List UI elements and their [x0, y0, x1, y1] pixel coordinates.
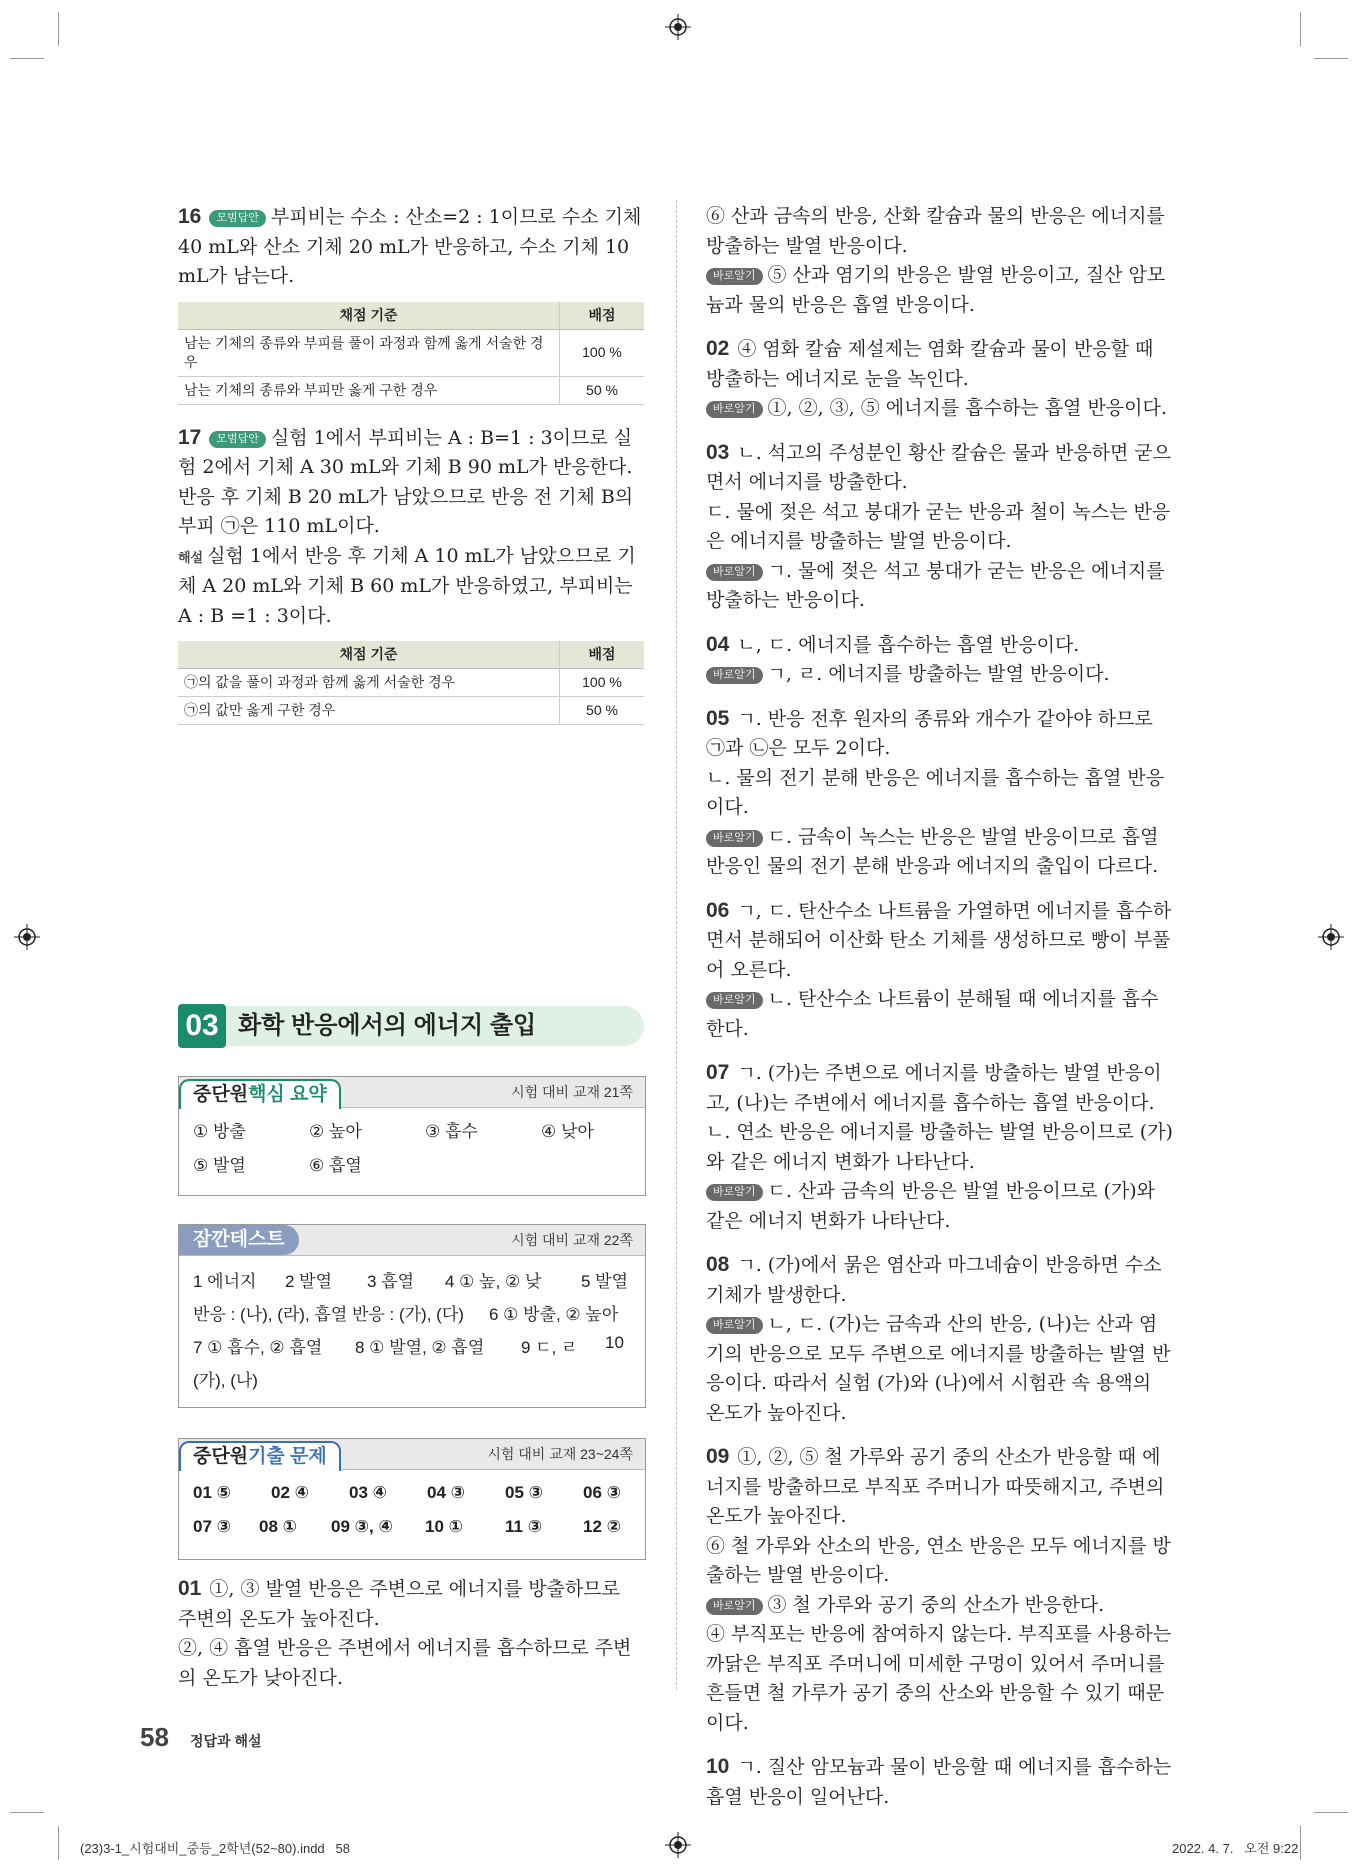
- answer-07: [706, 1058, 1174, 1236]
- exam-answers: [193, 1483, 633, 1549]
- answer-04: [706, 630, 1174, 690]
- answer-text: 실험 1에서 부피비는 A : B=1 : 3이므로 실험 2에서 기체 A 30 mL와 기체 B 90 mL가 반응한다. 반응 후 기체 B 20 mL가 남았으므로 반응 전 기체 B의 부피 ㉠은 110 mL이다.: [178, 426, 634, 537]
- answer-text: ①, ②, ⑤ 철 가루와 공기 중의 산소가 반응할 때 에너지를 방출하므로 부직포 주머니가 따뜻해지고, 주변의 온도가 높아진다.: [706, 1446, 1165, 1527]
- correct-tag: 바로알기: [706, 667, 763, 684]
- answer-text: 부피비는 수소 : 산소=2 : 1이므로 수소 기체 40 mL와 산소 기체 20 mL가 반응하고, 수소 기체 10 mL가 남는다.: [178, 206, 642, 287]
- explain-text: 실험 1에서 반응 후 기체 A 10 mL가 남았으므로 기체 A 20 mL와 기체 B 60 mL가 반응하였고, 부피비는 A : B =1 : 3이다.: [178, 544, 636, 627]
- crop-mark: [58, 1826, 59, 1860]
- correct-text: ㄱ. 물에 젖은 석고 붕대가 굳는 반응은 에너지를 방출하는 반응이다.: [706, 559, 1165, 611]
- test-answer: 반응 : (나), (라), 흡열 반응 : (가), (다): [193, 1305, 464, 1324]
- exam-answer: 06 ③: [583, 1483, 622, 1502]
- right-column: [706, 202, 1174, 1826]
- table-row: [178, 669, 644, 697]
- exam-answer: 09 ③, ④: [331, 1517, 393, 1536]
- answer-text: ④ 염화 칼슘 제설제는 염화 칼슘과 물이 반응할 때 방출하는 에너지로 눈을 녹인다.: [706, 338, 1154, 390]
- answer-text: ㄱ. (가)에서 묽은 염산과 마그네슘이 반응하면 수소 기체가 발생한다.: [706, 1254, 1162, 1306]
- tab-label: 핵심 요약: [248, 1084, 327, 1105]
- correct-tag: 바로알기: [706, 268, 763, 285]
- question-number: 10: [706, 1755, 730, 1778]
- crop-mark: [1300, 12, 1301, 46]
- answer-09: [706, 1442, 1174, 1738]
- exam-answer: 01 ⑤: [193, 1483, 232, 1502]
- correct-tag: 바로알기: [706, 1598, 763, 1615]
- test-answer: 10: [605, 1333, 624, 1352]
- answer-text: ㄱ. 질산 암모늄과 물이 반응할 때 에너지를 흡수하는 흡열 반응이 일어난다.: [706, 1756, 1172, 1808]
- question-number: 08: [706, 1253, 730, 1276]
- table-header: 배점: [560, 641, 645, 669]
- registration-mark-icon: [665, 14, 691, 40]
- box-reference: 시험 대비 교재 21쪽: [511, 1084, 633, 1100]
- box-tab: [179, 1079, 341, 1109]
- box-header: [179, 1225, 645, 1256]
- table-row: [178, 329, 644, 376]
- answer-text: ㄴ, ㄷ. 에너지를 흡수하는 흡열 반응이다.: [737, 633, 1080, 656]
- table-cell: ㉠의 값을 풀이 과정과 함께 옳게 서술한 경우: [178, 669, 560, 697]
- table-header: 배점: [560, 302, 645, 330]
- question-number: 17: [178, 425, 202, 449]
- crop-mark: [10, 1812, 44, 1813]
- answer-text: ⑥ 철 가루와 산소의 반응, 연소 반응은 모두 에너지를 방출하는 발열 반응이다.: [706, 1534, 1171, 1586]
- question-number: 09: [706, 1445, 730, 1468]
- summary-item: ② 높아: [309, 1122, 362, 1141]
- correct-tag: 바로알기: [706, 564, 763, 581]
- test-answer: 3 흡열: [367, 1272, 415, 1291]
- summary-item: ⑥ 흡열: [309, 1156, 362, 1175]
- quick-test-box: [178, 1224, 646, 1408]
- tab-label: 중단원: [193, 1446, 249, 1467]
- correct-text: ㄴ, ㄷ. (가)는 금속과 산의 반응, (나)는 산과 염기의 반응으로 모두 주변으로 에너지를 방출하는 발열 반응이다. 따라서 실험 (가)와 (나)에서 시험관 속 용액의 온도가 높아진다.: [706, 1313, 1171, 1424]
- table-cell: ㉠의 값만 옳게 구한 경우: [178, 697, 560, 725]
- crop-mark: [10, 58, 44, 59]
- left-column-bottom: [178, 1574, 644, 1707]
- box-header: [179, 1439, 645, 1470]
- correct-text: ③ 철 가루와 공기 중의 산소가 반응한다.: [767, 1593, 1105, 1616]
- correct-text: ㄴ. 탄산수소 나트륨이 분해될 때 에너지를 흡수한다.: [706, 988, 1159, 1040]
- table-cell: 100 %: [560, 329, 645, 376]
- box-reference: 시험 대비 교재 23~24쪽: [487, 1446, 633, 1462]
- answer-08: [706, 1250, 1174, 1428]
- test-answer: 4 ① 높, ② 낮: [445, 1272, 542, 1291]
- box-reference: 시험 대비 교재 22쪽: [511, 1232, 633, 1248]
- answer-continued: [706, 202, 1174, 320]
- column-divider: [676, 200, 677, 1690]
- question-number: 16: [178, 205, 202, 228]
- crop-mark: [1314, 58, 1348, 59]
- test-answer: (가), (나): [193, 1371, 258, 1390]
- table-cell: 남는 기체의 종류와 부피를 풀이 과정과 함께 옳게 서술한 경우: [178, 329, 560, 376]
- question-number: 07: [706, 1061, 730, 1084]
- model-answer-tag: 모범답안: [209, 431, 266, 448]
- question-number: 05: [706, 706, 730, 730]
- answer-text: ㄱ. 반응 전후 원자의 종류와 개수가 같아야 하므로 ㉠과 ㉡은 모두 2이다.: [706, 707, 1153, 759]
- answer-text: ㄴ. 석고의 주성분인 황산 칼슘은 물과 반응하면 굳으면서 에너지를 방출한다.: [706, 441, 1172, 493]
- tab-label: 테스트: [229, 1229, 285, 1250]
- test-answer: 9 ㄷ, ㄹ: [521, 1338, 578, 1357]
- answer-text: ①, ③ 발열 반응은 주변으로 에너지를 방출하므로 주변의 온도가 높아진다.: [178, 1578, 621, 1630]
- summary-item: ⑤ 발열: [193, 1156, 246, 1175]
- exam-answer: 11 ③: [505, 1517, 543, 1536]
- test-answer: 7 ① 흡수, ② 흡열: [193, 1338, 323, 1357]
- page-number: 58: [140, 1722, 169, 1752]
- summary-item: ① 방출: [193, 1122, 246, 1141]
- exam-answer: 05 ③: [505, 1483, 544, 1502]
- answer-01: [178, 1574, 644, 1693]
- crop-mark: [1314, 1812, 1348, 1813]
- correct-tag: 바로알기: [706, 992, 763, 1009]
- exam-answer: 12 ②: [583, 1517, 622, 1536]
- section-number: 03: [178, 1004, 226, 1048]
- correct-tag: 바로알기: [706, 1317, 763, 1334]
- past-exam-box: [178, 1438, 646, 1560]
- tab-label: 중단원: [193, 1084, 249, 1105]
- test-answer: 8 ① 발열, ② 흡열: [355, 1338, 485, 1357]
- tab-label: 잠깐: [193, 1229, 230, 1250]
- table-cell: 남는 기체의 종류와 부피만 옳게 구한 경우: [178, 376, 560, 404]
- table-cell: 50 %: [560, 376, 645, 404]
- answer-text: ㄱ, ㄷ. 탄산수소 나트륨을 가열하면 에너지를 흡수하면서 분해되어 이산화 탄소 기체를 생성하므로 빵이 부풀어 오른다.: [706, 899, 1172, 981]
- section-header: [178, 1006, 644, 1046]
- answer-text: ⑥ 산과 금속의 반응, 산화 칼슘과 물의 반응은 에너지를 방출하는 발열 반응이다.: [706, 205, 1165, 257]
- correct-tag: 바로알기: [706, 401, 763, 418]
- exam-answer: 10 ①: [425, 1517, 464, 1536]
- registration-mark-icon: [665, 1832, 691, 1858]
- correct-text: ㄷ. 금속이 녹스는 반응은 발열 반응이므로 흡열 반응인 물의 전기 분해 반응과 에너지의 출입이 다르다.: [706, 825, 1159, 877]
- correct-text: ㄷ. 산과 금속의 반응은 발열 반응이므로 (가)와 같은 에너지 변화가 나타난다.: [706, 1180, 1155, 1232]
- footer-title: 정답과 해설: [190, 1733, 262, 1749]
- table-header: 채점 기준: [178, 302, 560, 330]
- answer-03: [706, 438, 1174, 616]
- answer-06: [706, 896, 1174, 1045]
- answer-text: ㄴ. 물의 전기 분해 반응은 에너지를 흡수하는 흡열 반응이다.: [706, 766, 1165, 818]
- answer-16: [178, 202, 644, 405]
- test-answer: 2 발열: [285, 1272, 333, 1291]
- answer-17: [178, 423, 644, 726]
- answer-02: [706, 334, 1174, 424]
- test-answer: 1 에너지: [193, 1272, 257, 1291]
- left-column-top: [178, 202, 644, 743]
- answer-text: ㄴ. 연소 반응은 에너지를 방출하는 발열 반응이므로 (가)와 같은 에너지 변화가 나타난다.: [706, 1121, 1173, 1173]
- table-row: [178, 376, 644, 404]
- box-tab: [179, 1225, 299, 1255]
- answer-text: ㄷ. 물에 젖은 석고 붕대가 굳는 반응과 철이 녹스는 반응은 에너지를 방출하는 발열 반응이다.: [706, 500, 1171, 552]
- correct-tag: 바로알기: [706, 1184, 763, 1201]
- exam-answer: 04 ③: [427, 1483, 466, 1502]
- correct-text: ⑤ 산과 염기의 반응은 발열 반응이고, 질산 암모늄과 물의 반응은 흡열 반응이다.: [706, 264, 1166, 316]
- crop-mark: [58, 12, 59, 46]
- explain-label: 해설: [178, 549, 204, 565]
- crop-mark: [1300, 1826, 1301, 1860]
- scoring-table: [178, 641, 644, 725]
- correct-text: ㄱ, ㄹ. 에너지를 방출하는 발열 반응이다.: [767, 663, 1110, 685]
- registration-mark-icon: [1318, 924, 1344, 950]
- answer-text: ㄱ. (가)는 주변으로 에너지를 방출하는 발열 반응이고, (나)는 주변에서 에너지를 흡수하는 흡열 반응이다.: [706, 1062, 1162, 1114]
- answer-05: [706, 704, 1174, 882]
- test-answer: 6 ① 방출, ② 높아: [489, 1305, 619, 1324]
- exam-answer: 08 ①: [259, 1517, 298, 1536]
- exam-answer: 02 ④: [271, 1483, 310, 1502]
- table-cell: 50 %: [560, 697, 645, 725]
- registration-mark-icon: [14, 924, 40, 950]
- question-number: 01: [178, 1577, 202, 1600]
- exam-answer: 03 ④: [349, 1483, 388, 1502]
- summary-item: ③ 흡수: [425, 1122, 478, 1141]
- correct-tag: 바로알기: [706, 830, 763, 847]
- summary-item: ④ 낮아: [541, 1122, 594, 1141]
- summary-box: [178, 1076, 646, 1196]
- answer-text: ②, ④ 흡열 반응은 주변에서 에너지를 흡수하므로 주변의 온도가 낮아진다.: [178, 1637, 632, 1689]
- tab-label: 기출 문제: [248, 1446, 327, 1467]
- section-title: 화학 반응에서의 에너지 출입: [238, 1012, 537, 1039]
- test-answer: 5 발열: [581, 1272, 629, 1291]
- correct-text: ①, ②, ③, ⑤ 에너지를 흡수하는 흡열 반응이다.: [767, 397, 1167, 419]
- scoring-table: [178, 302, 644, 405]
- question-number: 02: [706, 337, 730, 360]
- answer-10: [706, 1752, 1174, 1812]
- test-answers: [193, 1267, 633, 1397]
- table-cell: 100 %: [560, 669, 645, 697]
- table-row: [178, 697, 644, 725]
- box-tab: [179, 1441, 341, 1471]
- question-number: 03: [706, 440, 730, 464]
- model-answer-tag: 모범답안: [209, 210, 266, 227]
- table-header: 채점 기준: [178, 641, 560, 669]
- question-number: 06: [706, 898, 730, 922]
- box-header: [179, 1077, 645, 1108]
- exam-answer: 07 ③: [193, 1517, 232, 1536]
- question-number: 04: [706, 632, 730, 656]
- answer-text: ④ 부직포는 반응에 참여하지 않는다. 부직포를 사용하는 까닭은 부직포 주머니에 미세한 구멍이 있어서 주머니를 흔들면 철 가루가 공기 중의 산소와 반응할 수 있기 때문이다.: [706, 1623, 1172, 1734]
- file-label: (23)3-1_시험대비_중등_2학년(52~80).indd 58: [80, 1841, 350, 1856]
- summary-grid: [193, 1117, 633, 1187]
- print-timestamp: 2022. 4. 7. 오전 9:22: [1172, 1841, 1299, 1856]
